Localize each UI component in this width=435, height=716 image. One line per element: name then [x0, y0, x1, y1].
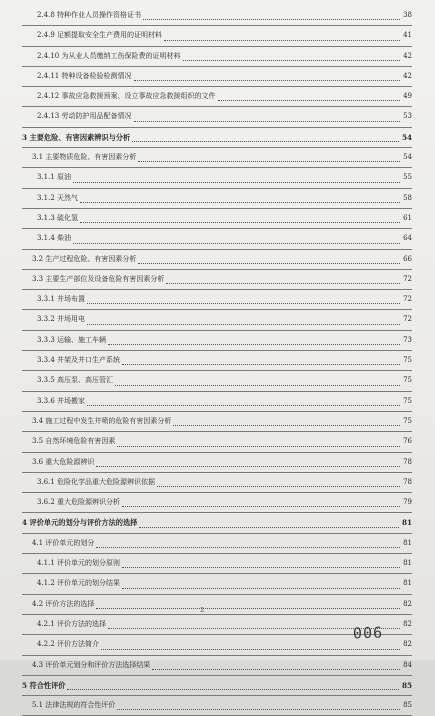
toc-leader-dots — [218, 81, 400, 101]
toc-entry-page: 42 — [403, 71, 412, 80]
toc-entry-page: 76 — [403, 437, 412, 446]
handwritten-stamp: 006 — [352, 623, 384, 643]
toc-entry-page: 81 — [401, 518, 412, 528]
toc-entry-page: 81 — [403, 579, 412, 588]
toc-entry-page: 78 — [403, 477, 412, 486]
toc-leader-dots — [183, 41, 400, 61]
toc-entry-title: 2.4.11 特种设备检验检测情况 — [37, 71, 132, 80]
toc-leader-dots — [117, 426, 400, 446]
toc-entry-page: 81 — [403, 559, 412, 568]
toc-entry-page: 84 — [403, 660, 412, 669]
toc-leader-dots — [115, 365, 400, 385]
toc-entry-page: 78 — [403, 457, 412, 466]
toc-entry-page: 64 — [403, 234, 412, 243]
toc-entry-page: 53 — [403, 112, 412, 121]
toc-leader-dots — [87, 304, 400, 324]
toc-entry — [22, 696, 412, 716]
toc-entry-title: 3.1 主要物质危险、有害因素分析 — [32, 153, 137, 162]
toc-leader-dots — [134, 101, 400, 121]
toc-entry-title: 4.1.1 评价单元的划分原则 — [37, 559, 121, 568]
page-number: 2 — [200, 606, 205, 614]
toc-entry-page: 49 — [403, 92, 412, 101]
toc-leader-dots — [73, 223, 400, 243]
toc-entry-title: 3.6 重大危险源辨识 — [32, 457, 95, 466]
toc-entry-page: 82 — [403, 640, 412, 649]
toc-entry-title: 4 评价单元的划分与评价方法的选择 — [22, 518, 138, 528]
toc-leader-dots — [138, 142, 400, 162]
toc-entry-page: 54 — [401, 132, 412, 142]
toc-entry-title: 4.2 评价方法的选择 — [32, 599, 95, 608]
toc-entry-title: 3.3.3 运输、施工车辆 — [37, 335, 107, 344]
toc-entry-page: 55 — [403, 173, 412, 182]
toc-entry-title: 2.4.8 特种作业人员操作资格证书 — [37, 11, 142, 19]
toc-entry-title: 3.3.6 井场搬家 — [37, 396, 86, 405]
toc-leader-dots — [122, 548, 400, 568]
toc-leader-dots — [80, 183, 400, 203]
toc-entry-page: 54 — [403, 153, 412, 162]
toc-entry-page: 81 — [403, 538, 412, 547]
toc-entry-page: 85 — [401, 680, 412, 690]
toc-entry-title: 5.1 法律法规的符合性评价 — [32, 701, 116, 710]
toc-leader-dots — [143, 0, 400, 20]
toc-leader-dots — [87, 386, 400, 406]
toc-entry-title: 3.3.1 井场布置 — [37, 295, 86, 304]
toc-entry-title: 3.1.2 天然气 — [37, 193, 79, 202]
toc-leader-dots — [173, 406, 400, 426]
toc-entry-page: 82 — [403, 599, 412, 608]
toc-entry-title: 3.1.3 硫化氢 — [37, 213, 79, 222]
toc-leader-dots — [80, 203, 400, 223]
toc-leader-dots — [164, 20, 400, 40]
toc-leader-dots — [166, 264, 400, 284]
toc-entry-title: 3.3.4 井架及井口生产系统 — [37, 356, 121, 365]
toc-entry-title: 2.4.12 事故应急救援预案、设立事故应急救援组织的文件 — [37, 92, 216, 101]
toc-entry-title: 3.5 自然环境危险有害因素 — [32, 437, 116, 446]
toc-entry-page: 72 — [403, 295, 412, 304]
toc-leader-dots — [138, 244, 400, 264]
toc-entry-page: 58 — [403, 193, 412, 202]
toc-entry-page: 75 — [403, 376, 412, 385]
toc-entry-title: 3.2 生产过程危险、有害因素分析 — [32, 254, 137, 263]
toc-leader-dots — [132, 122, 399, 142]
toc-entry-page: 75 — [403, 416, 412, 425]
toc-entry-page: 73 — [403, 335, 412, 344]
toc-entry-title: 3.1.4 柴油 — [37, 234, 72, 243]
toc-entry-title: 2.4.10 为从业人员缴纳工伤保险费的证明材料 — [37, 51, 181, 60]
toc-leader-dots — [122, 487, 400, 507]
toc-entry-page: 85 — [403, 701, 412, 710]
toc-entry-title: 4.2.1 评价方法的选择 — [37, 619, 107, 628]
toc-entry-page: 75 — [403, 356, 412, 365]
toc-entry-title: 4.1 评价单元的划分 — [32, 538, 95, 547]
toc-entry-page: 79 — [403, 498, 412, 507]
toc-entry-page: 66 — [403, 254, 412, 263]
table-of-contents — [22, 6, 412, 716]
toc-entry-title: 4.1.2 评价单元的划分结果 — [37, 579, 121, 588]
toc-entry-title: 3.3.5 高压泵、高压管汇 — [37, 376, 114, 385]
toc-leader-dots — [117, 690, 400, 710]
toc-entry-title: 2.4.9 足额提取安全生产费用的证明材料 — [37, 31, 163, 40]
toc-leader-dots — [134, 61, 400, 81]
toc-entry-page: 42 — [403, 51, 412, 60]
toc-entry-page: 72 — [403, 274, 412, 283]
toc-entry-title: 3.3.2 井场用电 — [37, 315, 86, 324]
toc-leader-dots — [139, 507, 399, 527]
toc-entry-page: 41 — [403, 31, 412, 40]
toc-entry-title: 4.2.2 评价方法简介 — [37, 640, 100, 649]
toc-entry-page: 82 — [403, 619, 412, 628]
toc-leader-dots — [96, 447, 400, 467]
toc-leader-dots — [67, 670, 399, 690]
toc-entry-page: 38 — [403, 11, 412, 19]
toc-leader-dots — [122, 568, 400, 588]
toc-entry-title: 2.4.13 劳动防护用品配备情况 — [37, 112, 132, 121]
toc-entry-title: 3.6.2 重大危险源辨识分析 — [37, 498, 121, 507]
toc-entry-title: 3.1.1 原油 — [37, 173, 72, 182]
toc-entry-page: 72 — [403, 315, 412, 324]
toc-entry-title: 3.6.1 危险化学品重大危险源辨识依据 — [37, 477, 156, 486]
toc-entry-page: 61 — [403, 213, 412, 222]
toc-leader-dots — [87, 284, 400, 304]
toc-entry-title: 5 符合性评价 — [22, 680, 66, 690]
toc-leader-dots — [157, 467, 400, 487]
toc-entry-title: 3 主要危险、有害因素辨识与分析 — [22, 132, 131, 142]
toc-leader-dots — [96, 528, 400, 548]
toc-leader-dots — [96, 589, 400, 609]
toc-entry-title: 4.3 评价单元划分和评价方法选择结果 — [32, 660, 151, 669]
toc-entry-page: 75 — [403, 396, 412, 405]
toc-leader-dots — [122, 345, 400, 365]
toc-leader-dots — [73, 162, 400, 182]
toc-leader-dots — [108, 325, 400, 345]
toc-entry-title: 3.4 施工过程中发生井喷的危险有害因素分析 — [32, 416, 172, 425]
toc-entry-title: 3.3 主要生产部位及设备危险有害因素分析 — [32, 274, 165, 283]
